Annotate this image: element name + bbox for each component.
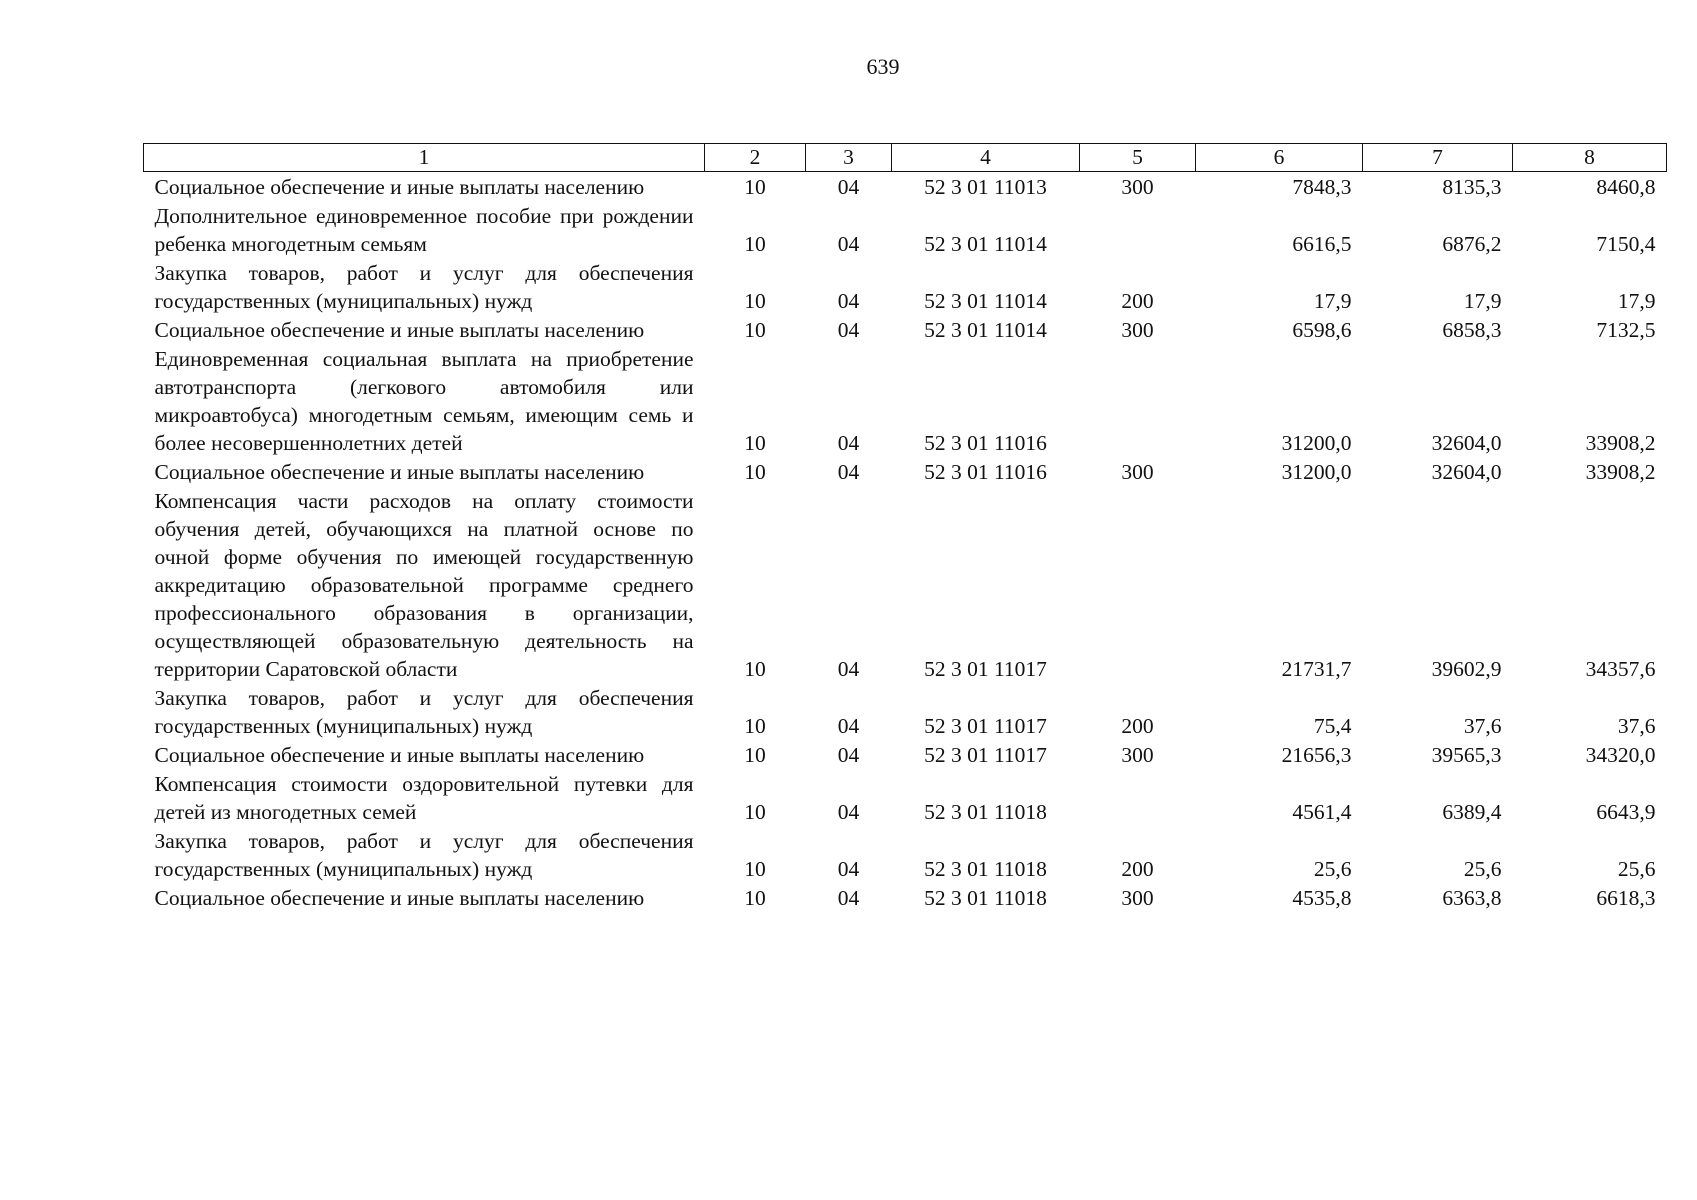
column-header-7: 7 [1363,144,1513,172]
row-target-code: 52 3 01 11017 [924,743,1047,767]
row-amount-6: 31200,0 [1281,460,1352,484]
row-amount-6: 17,9 [1313,289,1352,313]
row-amount-8: 34357,6 [1585,657,1656,681]
budget-table [143,143,1667,912]
row-target-code: 52 3 01 11018 [924,800,1047,824]
row-section: 10 [744,857,766,881]
row-description: Социальное обеспечение и иные выплаты населению [154,175,645,199]
row-description: Закупка товаров, работ и услуг для обеспечения государственных (муниципальных) нужд [154,829,694,881]
row-expense-type: 300 [1121,318,1154,342]
row-amount-7: 6363,8 [1442,886,1502,910]
row-amount-8: 37,6 [1617,714,1656,738]
row-amount-8: 7132,5 [1596,318,1656,342]
table-row [144,344,1667,457]
row-expense-type: 300 [1121,175,1154,199]
row-subsection: 04 [837,743,860,767]
row-amount-6: 6616,5 [1292,232,1352,256]
row-subsection: 04 [837,460,860,484]
row-subsection: 04 [837,318,860,342]
row-amount-8: 17,9 [1617,289,1656,313]
row-target-code: 52 3 01 11017 [924,714,1047,738]
row-subsection: 04 [837,289,860,313]
row-expense-type: 300 [1121,886,1154,910]
row-amount-8: 33908,2 [1585,460,1656,484]
header-row [144,144,1667,172]
row-expense-type [1080,344,1196,457]
row-description: Социальное обеспечение и иные выплаты населению [154,886,645,910]
column-header-8: 8 [1513,144,1667,172]
row-target-code: 52 3 01 11013 [924,175,1047,199]
row-section: 10 [744,460,766,484]
row-target-code: 52 3 01 11016 [924,460,1047,484]
row-amount-6: 25,6 [1313,857,1352,881]
row-subsection: 04 [837,175,860,199]
table-row [144,883,1667,912]
row-subsection: 04 [837,232,860,256]
table-row [144,486,1667,683]
row-description: Социальное обеспечение и иные выплаты населению [154,318,645,342]
row-description: Компенсация части расходов на оплату стоимости обучения детей, обучающихся на платной основе по очной форме обучения по имеющей государственную аккредитацию образовательной программе среднего профессионального образования в организации, осуществляющей образовательную деятельность на территории Саратовской области [154,489,694,681]
column-header-6: 6 [1196,144,1363,172]
page-number: 639 [866,54,900,79]
table-row [144,683,1667,740]
table-row [144,258,1667,315]
row-expense-type [1080,486,1196,683]
table-row [144,172,1667,202]
row-amount-6: 4535,8 [1292,886,1352,910]
row-amount-6: 31200,0 [1281,431,1352,455]
row-amount-7: 6858,3 [1442,318,1502,342]
table-row [144,769,1667,826]
table-row [144,826,1667,883]
row-section: 10 [744,743,766,767]
column-header-2: 2 [705,144,806,172]
row-amount-6: 21656,3 [1281,743,1352,767]
row-section: 10 [744,886,766,910]
row-description: Закупка товаров, работ и услуг для обеспечения государственных (муниципальных) нужд [154,261,694,313]
row-description: Дополнительное единовременное пособие при рождении ребенка многодетным семьям [154,204,694,256]
table-header [144,144,1667,172]
row-amount-7: 39565,3 [1431,743,1502,767]
row-amount-7: 37,6 [1463,714,1502,738]
table-row [144,740,1667,769]
row-section: 10 [744,318,766,342]
row-amount-8: 25,6 [1617,857,1656,881]
row-expense-type [1080,769,1196,826]
row-target-code: 52 3 01 11016 [924,431,1047,455]
row-expense-type: 300 [1121,460,1154,484]
row-target-code: 52 3 01 11018 [924,857,1047,881]
row-amount-6: 21731,7 [1281,657,1352,681]
row-target-code: 52 3 01 11014 [924,318,1047,342]
row-subsection: 04 [837,657,860,681]
row-subsection: 04 [837,800,860,824]
row-subsection: 04 [837,886,860,910]
column-header-3: 3 [806,144,892,172]
row-expense-type: 200 [1121,714,1154,738]
row-target-code: 52 3 01 11014 [924,232,1047,256]
row-amount-8: 33908,2 [1585,431,1656,455]
row-target-code: 52 3 01 11017 [924,657,1047,681]
row-amount-7: 17,9 [1463,289,1502,313]
row-amount-8: 7150,4 [1596,232,1656,256]
row-amount-7: 39602,9 [1431,657,1502,681]
row-subsection: 04 [837,431,860,455]
row-section: 10 [744,714,766,738]
row-amount-7: 32604,0 [1431,460,1502,484]
column-header-1: 1 [144,144,705,172]
column-header-4: 4 [892,144,1080,172]
row-section: 10 [744,800,766,824]
row-amount-6: 6598,6 [1292,318,1352,342]
row-expense-type [1080,201,1196,258]
row-target-code: 52 3 01 11014 [924,289,1047,313]
row-amount-7: 8135,3 [1442,175,1502,199]
row-amount-8: 6643,9 [1596,800,1656,824]
row-amount-7: 6876,2 [1442,232,1502,256]
row-section: 10 [744,175,766,199]
row-amount-7: 32604,0 [1431,431,1502,455]
column-header-5: 5 [1080,144,1196,172]
row-description: Социальное обеспечение и иные выплаты населению [154,460,645,484]
row-amount-6: 75,4 [1313,714,1352,738]
row-expense-type: 200 [1121,289,1154,313]
row-subsection: 04 [837,857,860,881]
row-description: Закупка товаров, работ и услуг для обеспечения государственных (муниципальных) нужд [154,686,694,738]
row-section: 10 [744,431,766,455]
table-row [144,457,1667,486]
row-amount-8: 34320,0 [1585,743,1656,767]
row-amount-6: 7848,3 [1292,175,1352,199]
table-row [144,315,1667,344]
row-expense-type: 200 [1121,857,1154,881]
row-amount-8: 6618,3 [1596,886,1656,910]
table-body [144,172,1667,913]
row-subsection: 04 [837,714,860,738]
row-description: Социальное обеспечение и иные выплаты населению [154,743,645,767]
row-description: Компенсация стоимости оздоровительной путевки для детей из многодетных семей [154,772,694,824]
row-section: 10 [744,289,766,313]
row-amount-7: 6389,4 [1442,800,1502,824]
row-section: 10 [744,232,766,256]
row-amount-8: 8460,8 [1596,175,1656,199]
row-expense-type: 300 [1121,743,1154,767]
row-amount-6: 4561,4 [1292,800,1352,824]
row-target-code: 52 3 01 11018 [924,886,1047,910]
table-row [144,201,1667,258]
row-description: Единовременная социальная выплата на приобретение автотранспорта (легкового автомобиля или микроавтобуса) многодетным семьям, имеющим семь и более несовершеннолетних детей [154,347,694,455]
row-section: 10 [744,657,766,681]
row-amount-7: 25,6 [1463,857,1502,881]
